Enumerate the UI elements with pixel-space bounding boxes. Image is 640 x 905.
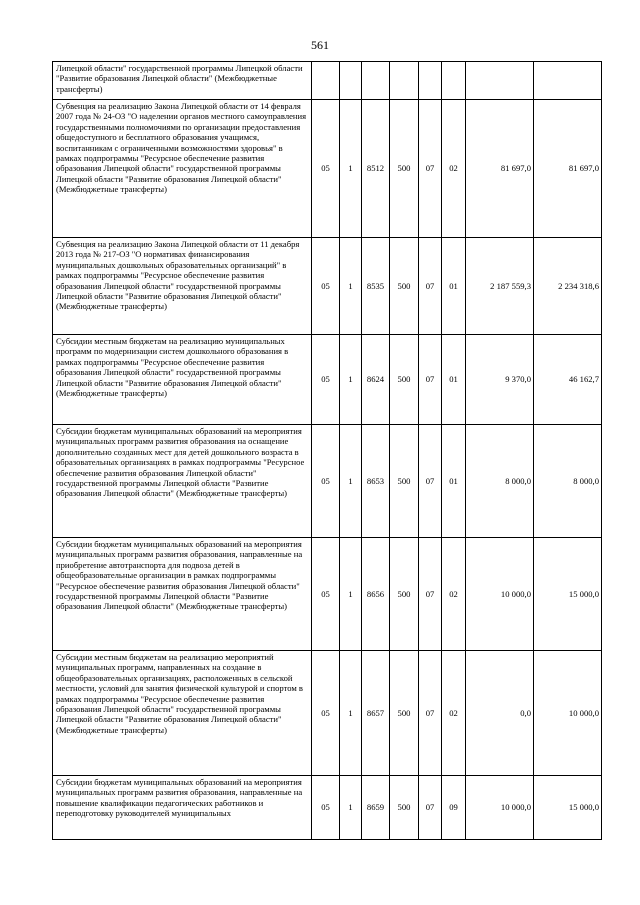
row-description: Липецкой области" государственной программы Липецкой области "Развитие образования Липецкой области" (Межбюджетные трансферты) bbox=[53, 62, 312, 100]
cell-amount-1: 9 370,0 bbox=[466, 335, 534, 425]
row-description: Субвенция на реализацию Закона Липецкой области от 14 февраля 2007 года № 24-ОЗ "О наделении органов местного самоуправления государственными полномочиями по организации предоставления общедоступного и бесплатного образования учащимся, воспитанникам с ограниченными возможностями здоровья" в рамках подпрограммы "Ресурсное обеспечение развития образования Липецкой области" государственной программы Липецкой области "Развитие образования Липецкой области" (Межбюджетные трансферты) bbox=[53, 100, 312, 238]
cell-code-3: 8656 bbox=[362, 538, 390, 651]
cell-code-4: 500 bbox=[390, 100, 419, 238]
budget-table bbox=[52, 61, 602, 840]
cell-code-2: 1 bbox=[340, 100, 362, 238]
cell-code-2: 1 bbox=[340, 776, 362, 840]
cell-code-2: 1 bbox=[340, 335, 362, 425]
cell-code-3 bbox=[362, 62, 390, 100]
table-row bbox=[53, 238, 602, 335]
cell-code-6: 09 bbox=[442, 776, 466, 840]
cell-code-4: 500 bbox=[390, 425, 419, 538]
cell-amount-2: 15 000,0 bbox=[534, 776, 602, 840]
cell-code-2: 1 bbox=[340, 538, 362, 651]
table-row bbox=[53, 62, 602, 100]
cell-code-1: 05 bbox=[312, 100, 340, 238]
cell-amount-1: 10 000,0 bbox=[466, 776, 534, 840]
cell-code-3: 8624 bbox=[362, 335, 390, 425]
cell-code-6: 01 bbox=[442, 425, 466, 538]
cell-code-2: 1 bbox=[340, 651, 362, 776]
cell-code-5: 07 bbox=[419, 776, 442, 840]
cell-amount-2: 8 000,0 bbox=[534, 425, 602, 538]
cell-code-1: 05 bbox=[312, 425, 340, 538]
cell-code-5: 07 bbox=[419, 100, 442, 238]
cell-amount-2: 15 000,0 bbox=[534, 538, 602, 651]
cell-code-3: 8512 bbox=[362, 100, 390, 238]
cell-code-5: 07 bbox=[419, 425, 442, 538]
row-description: Субсидии бюджетам муниципальных образований на мероприятия муниципальных программ развития образования, направленные на приобретение автотранспорта для подвоза детей в общеобразовательные организации в рамках подпрограммы "Ресурсное обеспечение развития образования Липецкой области" государственной программы Липецкой области "Развитие образования Липецкой области" (Межбюджетные трансферты) bbox=[53, 538, 312, 651]
table-row bbox=[53, 776, 602, 840]
cell-code-3: 8535 bbox=[362, 238, 390, 335]
cell-amount-1: 81 697,0 bbox=[466, 100, 534, 238]
cell-code-1: 05 bbox=[312, 538, 340, 651]
cell-amount-2: 2 234 318,6 bbox=[534, 238, 602, 335]
cell-code-5: 07 bbox=[419, 335, 442, 425]
table-row bbox=[53, 651, 602, 776]
cell-amount-1: 8 000,0 bbox=[466, 425, 534, 538]
cell-amount-1: 0,0 bbox=[466, 651, 534, 776]
cell-amount-2 bbox=[534, 62, 602, 100]
cell-code-2: 1 bbox=[340, 238, 362, 335]
cell-code-6: 02 bbox=[442, 651, 466, 776]
table-row bbox=[53, 538, 602, 651]
cell-code-4: 500 bbox=[390, 335, 419, 425]
cell-code-4: 500 bbox=[390, 238, 419, 335]
cell-code-1: 05 bbox=[312, 238, 340, 335]
cell-code-5: 07 bbox=[419, 238, 442, 335]
cell-code-5 bbox=[419, 62, 442, 100]
table-row bbox=[53, 100, 602, 238]
row-description: Субсидии местным бюджетам на реализацию мероприятий муниципальных программ, направленных на создание в общеобразовательных организациях, расположенных в сельской местности, условий для занятия физической культурой и спортом в рамках подпрограммы "Ресурсное обеспечение развития образования Липецкой области" государственной программы Липецкой области "Развитие образования Липецкой области" (Межбюджетные трансферты) bbox=[53, 651, 312, 776]
cell-amount-2: 10 000,0 bbox=[534, 651, 602, 776]
cell-code-6 bbox=[442, 62, 466, 100]
page-number: 561 bbox=[311, 38, 329, 52]
cell-code-4: 500 bbox=[390, 538, 419, 651]
cell-code-6: 02 bbox=[442, 100, 466, 238]
row-description: Субсидии местным бюджетам на реализацию муниципальных программ по модернизации систем дошкольного образования в рамках подпрограммы "Ресурсное обеспечение развития образования Липецкой области" государственной программы Липецкой области "Развитие образования Липецкой области" (Межбюджетные трансферты) bbox=[53, 335, 312, 425]
cell-code-5: 07 bbox=[419, 538, 442, 651]
row-description: Субсидии бюджетам муниципальных образований на мероприятия муниципальных программ развития образования на оснащение дополнительно созданных мест для детей дошкольного возраста в образовательных организациях в рамках подпрограммы "Ресурсное обеспечение развития образования Липецкой области" государственной программы Липецкой области "Развитие образования Липецкой области" (Межбюджетные трансферты) bbox=[53, 425, 312, 538]
cell-code-2: 1 bbox=[340, 425, 362, 538]
cell-code-4 bbox=[390, 62, 419, 100]
cell-code-3: 8653 bbox=[362, 425, 390, 538]
cell-code-3: 8659 bbox=[362, 776, 390, 840]
cell-amount-1 bbox=[466, 62, 534, 100]
cell-code-1: 05 bbox=[312, 651, 340, 776]
row-description: Субсидии бюджетам муниципальных образований на мероприятия муниципальных программ развития образования, направленные на повышение квалификации педагогических работников и переподготовку руководителей муниципальных bbox=[53, 776, 312, 840]
cell-amount-2: 81 697,0 bbox=[534, 100, 602, 238]
row-description: Субвенция на реализацию Закона Липецкой области от 11 декабря 2013 года № 217-ОЗ "О нормативах финансирования муниципальных дошкольных образовательных организаций" в рамках подпрограммы "Ресурсное обеспечение развития образования Липецкой области" государственной программы Липецкой области "Развитие образования Липецкой области" (Межбюджетные трансферты) bbox=[53, 238, 312, 335]
cell-code-2 bbox=[340, 62, 362, 100]
table-row bbox=[53, 335, 602, 425]
cell-code-5: 07 bbox=[419, 651, 442, 776]
cell-code-6: 02 bbox=[442, 538, 466, 651]
cell-amount-1: 10 000,0 bbox=[466, 538, 534, 651]
cell-code-4: 500 bbox=[390, 776, 419, 840]
cell-code-4: 500 bbox=[390, 651, 419, 776]
cell-amount-2: 46 162,7 bbox=[534, 335, 602, 425]
cell-code-1: 05 bbox=[312, 776, 340, 840]
table-row bbox=[53, 425, 602, 538]
cell-code-6: 01 bbox=[442, 238, 466, 335]
cell-code-6: 01 bbox=[442, 335, 466, 425]
cell-code-1 bbox=[312, 62, 340, 100]
cell-code-3: 8657 bbox=[362, 651, 390, 776]
cell-code-1: 05 bbox=[312, 335, 340, 425]
cell-amount-1: 2 187 559,3 bbox=[466, 238, 534, 335]
